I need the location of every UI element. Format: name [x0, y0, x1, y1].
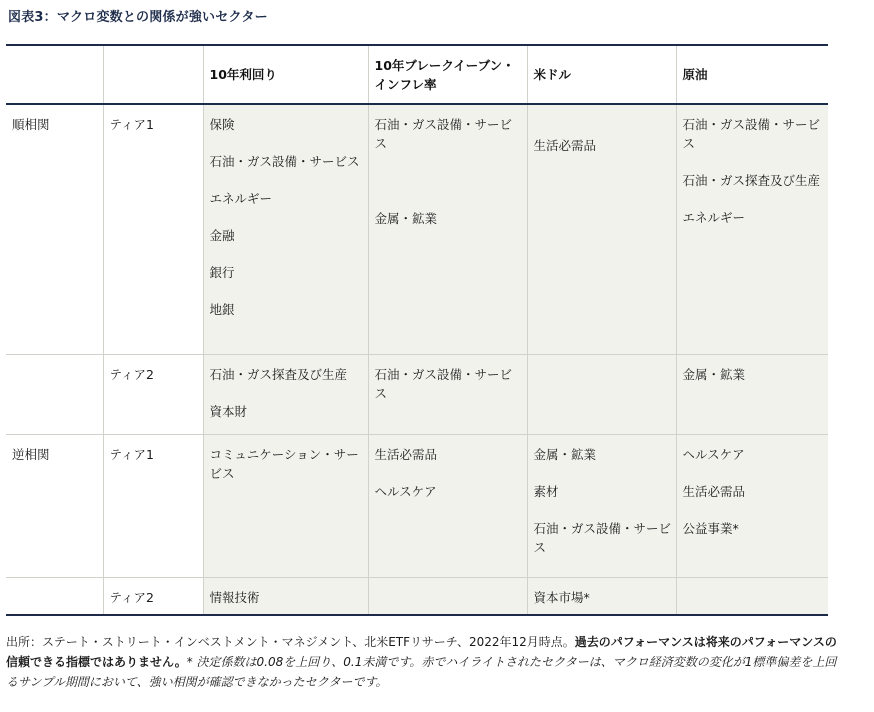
sector-item: 地銀	[209, 302, 235, 317]
cell-list	[368, 577, 527, 615]
sector-item: 金属・鉱業	[682, 366, 746, 382]
sector-item: 石油・ガス設備・サービス	[374, 117, 513, 151]
cell-list	[676, 577, 828, 615]
group-label-negative: 逆相関	[6, 434, 103, 577]
sector-item: 素材	[533, 483, 559, 499]
sector-item: 石油・ガス設備・サービス	[374, 366, 513, 401]
table-row	[6, 104, 828, 354]
table-row	[6, 434, 828, 577]
header-10y-breakeven: 10年ブレークイーブン・インフレ率	[368, 45, 527, 104]
sector-item: 公益事業*	[682, 520, 739, 536]
sector-item: エネルギー	[209, 191, 273, 206]
cell-list	[203, 104, 368, 354]
sector-item: 資本財	[209, 403, 248, 419]
cell-list	[527, 577, 676, 615]
cell-list	[527, 354, 676, 434]
header-tier	[103, 45, 203, 104]
cell-list	[203, 354, 368, 434]
cell-list	[527, 434, 676, 577]
sector-item: 生活必需品	[374, 446, 438, 462]
table-header-row	[6, 45, 828, 104]
sector-item: 銀行	[209, 265, 235, 280]
footnote-note: * 決定係数は0.08を上回り、0.1未満です。赤でハイライトされたセクターは、マクロ経済変数の変化が1標準偏差を上回るサンプル期間において、強い相関が確認できなかったセクターです。	[6, 655, 837, 689]
sector-item: ヘルスケア	[374, 483, 437, 499]
header-usd: 米ドル	[527, 45, 676, 104]
sector-item: 生活必需品	[533, 138, 597, 153]
cell-list	[368, 434, 527, 577]
sector-item: 石油・ガス設備・サービス	[209, 154, 360, 169]
group-label-positive: 順相関	[6, 104, 103, 354]
table-row	[6, 354, 828, 434]
cell-list	[368, 104, 527, 354]
header-correlation	[6, 45, 103, 104]
group-label-empty	[6, 354, 103, 434]
tier-label: ティア2	[103, 577, 203, 615]
sector-item: 金融	[209, 228, 235, 243]
tier-label: ティア2	[103, 354, 203, 434]
figure-title: 図表3：マクロ変数との関係が強いセクター	[8, 10, 268, 25]
footnote-disclaimer: 過去のパフォーマンスは将来のパフォーマンスの信頼できる指標ではありません。	[6, 635, 837, 669]
sector-item: 情報技術	[209, 589, 260, 605]
sector-item: 石油・ガス探査及び生産	[209, 366, 348, 382]
sector-item: 金属・鉱業	[374, 211, 438, 226]
sector-item: 資本市場*	[533, 589, 590, 605]
cell-list	[203, 577, 368, 615]
cell-list	[676, 434, 828, 577]
sector-item: ヘルスケア	[682, 446, 745, 462]
sector-item: エネルギー	[682, 210, 746, 225]
cell-list	[368, 354, 527, 434]
sector-item: コミュニケーション・サービス	[209, 446, 359, 481]
sector-item: 石油・ガス探査及び生産	[682, 173, 821, 188]
header-10y-yield: 10年利回り	[203, 45, 368, 104]
table-row	[6, 577, 828, 615]
sector-item: 石油・ガス設備・サービス	[533, 520, 672, 555]
header-crude-oil: 原油	[676, 45, 828, 104]
cell-list	[676, 104, 828, 354]
sector-item: 保険	[209, 117, 235, 132]
tier-label: ティア1	[103, 104, 203, 354]
sector-correlation-table	[6, 44, 828, 616]
group-label-empty	[6, 577, 103, 615]
sector-item: 石油・ガス設備・サービス	[682, 117, 821, 151]
cell-list	[203, 434, 368, 577]
cell-list	[676, 354, 828, 434]
footnote-source: 出所：ステート・ストリート・インベストメント・マネジメント、北米ETFリサーチ、2022年12月時点。	[6, 635, 575, 649]
cell-list	[527, 104, 676, 354]
footnote	[6, 632, 846, 692]
tier-label: ティア1	[103, 434, 203, 577]
sector-item: 金属・鉱業	[533, 446, 597, 462]
sector-item: 生活必需品	[682, 483, 746, 499]
